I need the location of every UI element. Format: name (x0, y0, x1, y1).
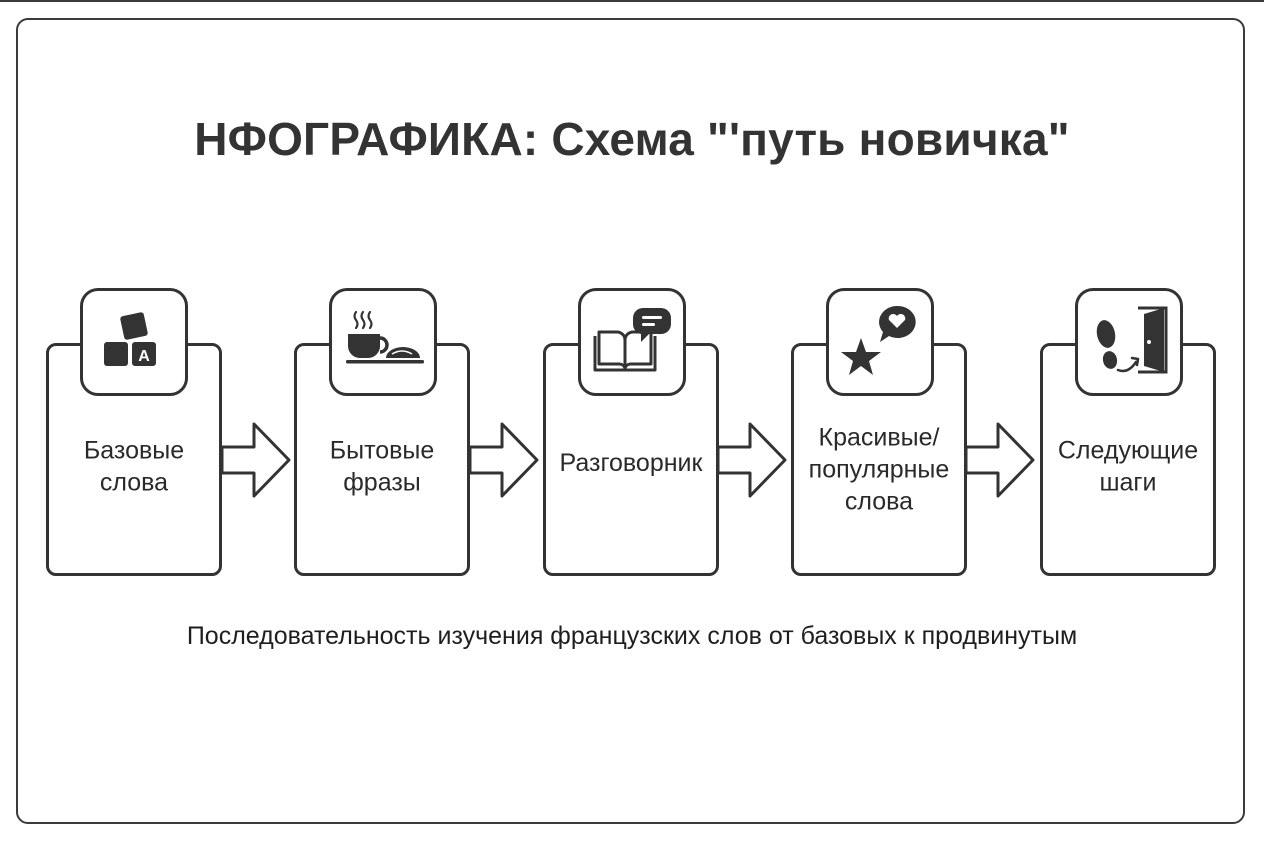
flow-arrow-2 (470, 424, 537, 496)
star-heart-icon (837, 302, 923, 382)
step-label: Бытовые фразы (329, 435, 435, 496)
flow-arrow-3 (718, 424, 785, 496)
step-label: Базовые слова (83, 435, 185, 496)
step-icon-badge (80, 288, 188, 396)
infographic-caption: Последовательность изучения французских слов от базовых к продвинутым (186, 622, 1078, 650)
step-icon-badge (578, 288, 686, 396)
step-label: Красивые/ популярные слова (808, 423, 950, 516)
step-icon-badge (826, 288, 934, 396)
step-icon-badge (329, 288, 437, 396)
infographic-title: НФОГРАФИКА: Схема "'путь новичка" (194, 113, 1070, 165)
blocks-icon (94, 302, 174, 382)
flow-arrow-1 (222, 424, 289, 496)
step-label: Разговорник (559, 448, 703, 477)
svg-text:A: A (138, 348, 150, 365)
step-label: Следующие шаги (1057, 435, 1199, 496)
book-chat-icon (589, 302, 675, 382)
coffee-meal-icon (340, 302, 426, 382)
footstep-door-icon (1086, 302, 1172, 382)
flow-arrow-4 (966, 424, 1033, 496)
step-icon-badge (1075, 288, 1183, 396)
